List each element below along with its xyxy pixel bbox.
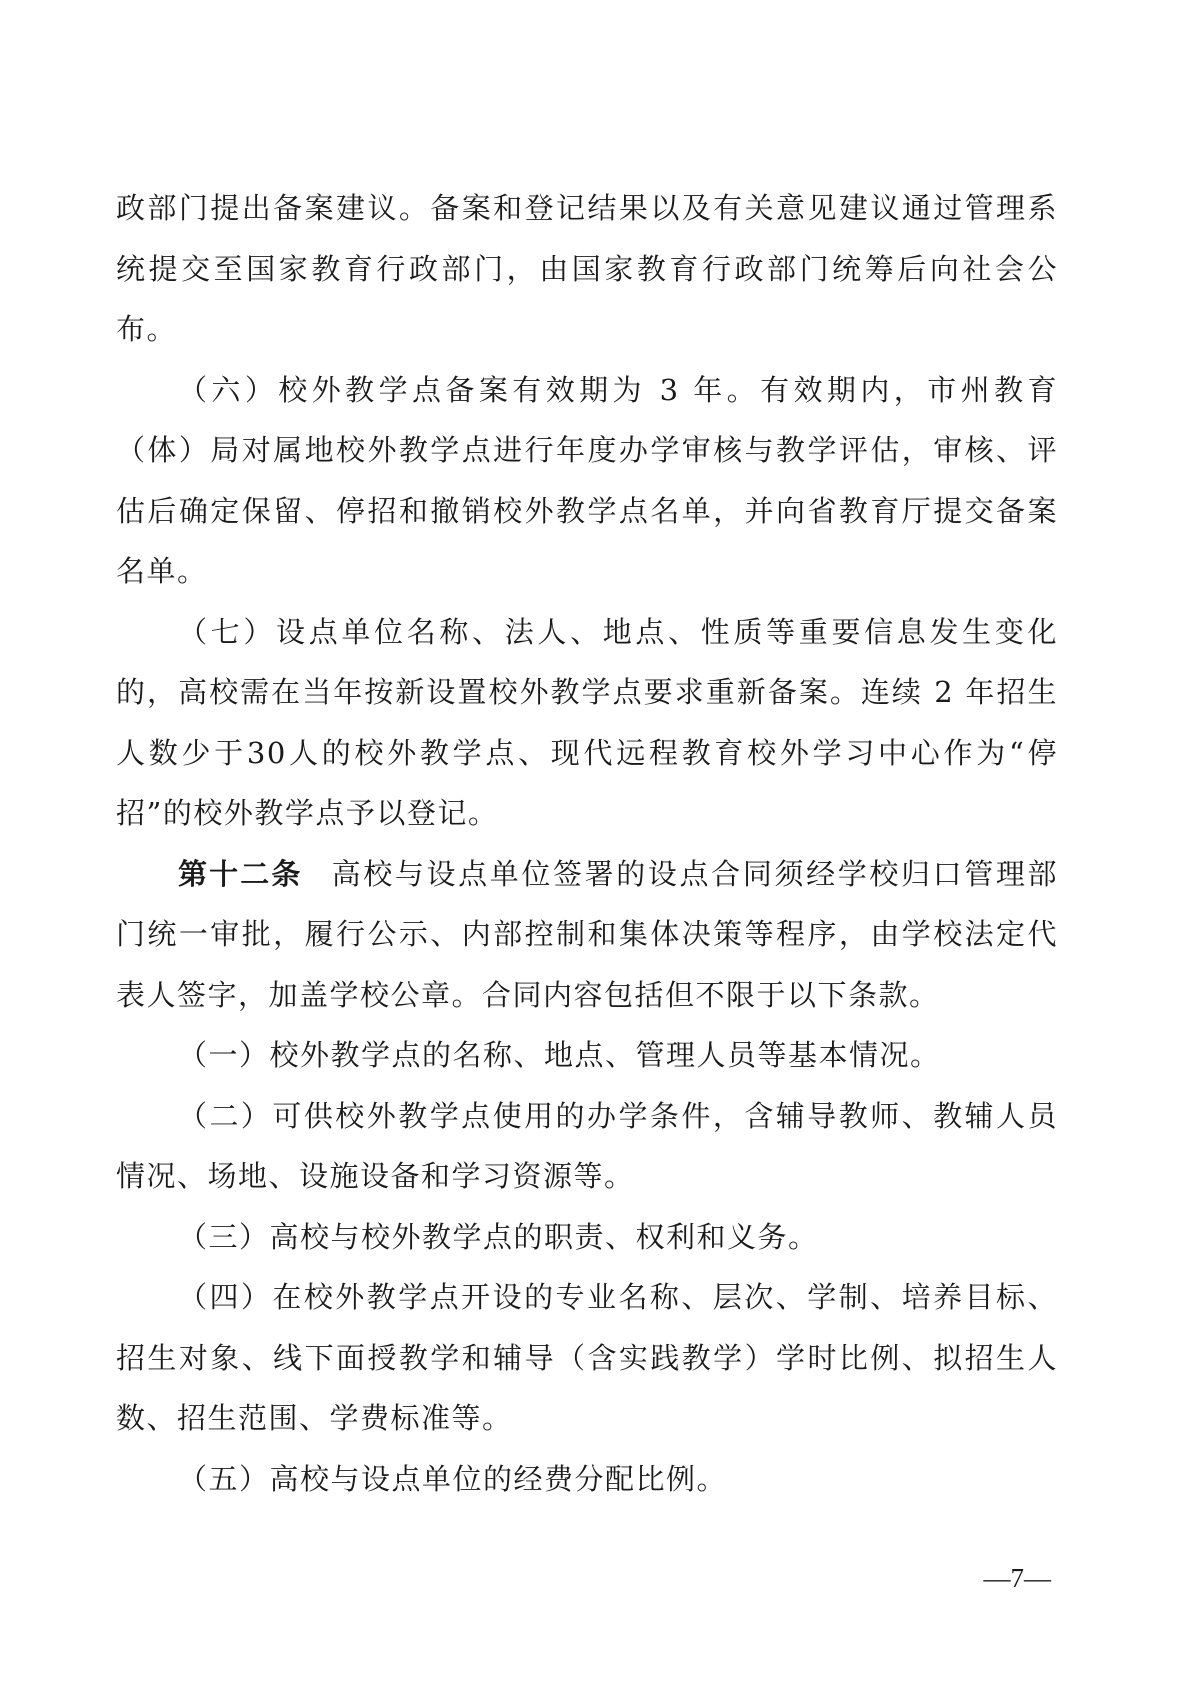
page-number: —7—: [983, 1563, 1051, 1593]
paragraph-item-six: （六）校外教学点备案有效期为 3 年。有效期内，市州教育（体）局对属地校外教学点进行年度办学审核与教学评估，审核、评估后确定保留、停招和撤销校外教学点名单，并向省教育厅提交备案名单。: [116, 372, 1058, 588]
document-body: [116, 178, 1058, 1509]
article-text: 高校与设点单位签署的设点合同须经学校归口管理部门统一审批，履行公示、内部控制和集体决策等程序，由学校法定代表人签字，加盖学校公章。合同内容包括但不限于以下条款。: [116, 856, 1058, 1012]
clause-four: （四）在校外教学点开设的专业名称、层次、学制、培养目标、招生对象、线下面授教学和辅导（含实践教学）学时比例、拟招生人数、招生范围、学费标准等。: [116, 1280, 1058, 1435]
article-twelve: [116, 844, 1058, 1026]
clause-two: （二）可供校外教学点使用的办学条件，含辅导教师、教辅人员情况、场地、设施设备和学习资源等。: [116, 1098, 1058, 1193]
paragraph-continuation: 政部门提出备案建议。备案和登记结果以及有关意见建议通过管理系统提交至国家教育行政部门，由国家教育行政部门统筹后向社会公布。: [116, 191, 1058, 346]
clause-three: （三）高校与校外教学点的职责、权利和义务。: [178, 1219, 819, 1254]
clause-five: （五）高校与设点单位的经费分配比例。: [178, 1461, 728, 1496]
paragraph-item-seven: （七）设点单位名称、法人、地点、性质等重要信息发生变化的，高校需在当年按新设置校外教学点要求重新备案。连续 2 年招生人数少于30人的校外教学点、现代远程教育校外学习中心作为“停招”的校外教学点予以登记。: [116, 614, 1058, 830]
clause-one: （一）校外教学点的名称、地点、管理人员等基本情况。: [178, 1038, 941, 1072]
article-title: 第十二条: [178, 856, 303, 891]
